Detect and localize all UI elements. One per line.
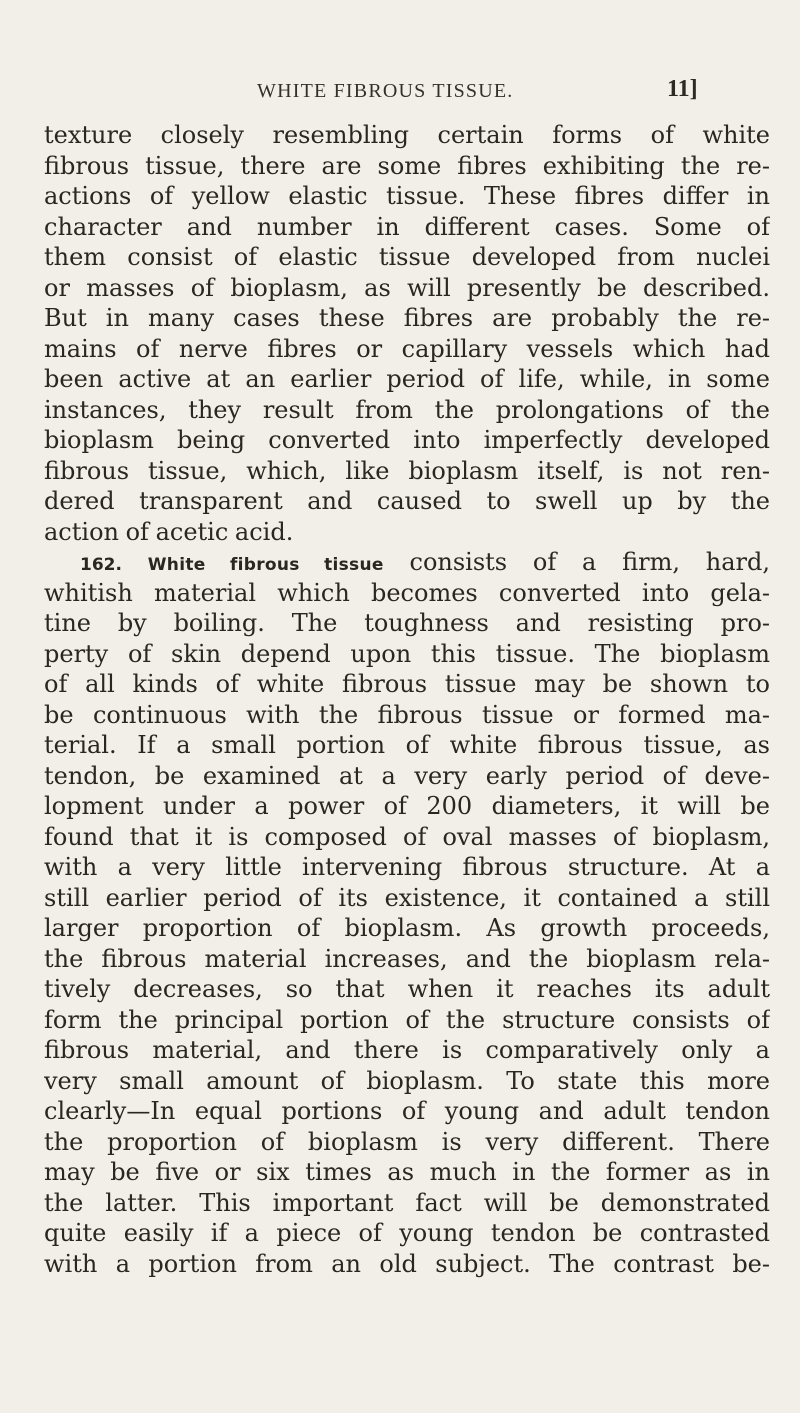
text-line: instances, they result from the prolongations of the xyxy=(44,395,770,424)
section-number: 162. xyxy=(80,555,122,575)
text-line: But in many cases these fibres are probably the re- xyxy=(44,304,770,332)
text-line: of all kinds of white fibrous tissue may be shown to xyxy=(44,670,770,698)
text-line: bioplasm being converted into imperfectly developed xyxy=(44,426,770,454)
page-number: 11] xyxy=(667,76,698,102)
text-line: texture closely resembling certain forms of white xyxy=(44,121,770,149)
text-line: larger proportion of bioplasm. As growth proceeds, xyxy=(44,914,770,942)
text-line: with a portion from an old subject. The contrast be- xyxy=(44,1249,770,1278)
text-line: fibrous tissue, which, like bioplasm itself, is not ren- xyxy=(44,456,770,485)
text-line: whitish material which becomes converted into gela- xyxy=(44,578,770,607)
text-line: lopment under a power of 200 diameters, it will be xyxy=(44,792,770,820)
text-line: the fibrous material increases, and the bioplasm rela- xyxy=(44,944,770,973)
text-line: may be five or six times as much in the former as in xyxy=(44,1158,770,1186)
text-line: tendon, be examined at a very early period of deve- xyxy=(44,761,770,790)
text-line: found that it is composed of oval masses of bioplasm, xyxy=(44,822,770,851)
text-line: clearly—In equal portions of young and adult tendon xyxy=(44,1097,770,1125)
text-line: the latter. This important fact will be demonstrated xyxy=(44,1188,770,1217)
text-line: form the principal portion of the structure consists of xyxy=(44,1005,770,1034)
text-line: fibrous tissue, there are some fibres exhibiting the re- xyxy=(44,151,770,180)
text-line: action of acetic acid. xyxy=(44,517,294,546)
text-line: perty of skin depend upon this tissue. The bioplasm xyxy=(44,639,770,668)
continuation-paragraph xyxy=(44,120,770,547)
text-line: them consist of elastic tissue developed from nuclei xyxy=(44,243,770,271)
text-line: mains of nerve fibres or capillary vessels which had xyxy=(44,334,770,363)
text-line: or masses of bioplasm, as will presently be described. xyxy=(44,273,770,302)
text-line: character and number in different cases. Some of xyxy=(44,212,770,241)
text-line: dered transparent and caused to swell up by the xyxy=(44,487,770,515)
text-line: be continuous with the fibrous tissue or formed ma- xyxy=(44,700,770,729)
text-line: fibrous material, and there is comparatively only a xyxy=(44,1036,770,1064)
text-line: actions of yellow elastic tissue. These fibres differ in xyxy=(44,182,770,210)
text-line: the proportion of bioplasm is very different. There xyxy=(44,1127,770,1156)
section-first-line-text: consists of a firm, hard, xyxy=(409,548,770,576)
text-line: terial. If a small portion of white fibrous tissue, as xyxy=(44,731,770,759)
text-line: quite easily if a piece of young tendon be contrasted xyxy=(44,1219,770,1247)
text-line: with a very little intervening fibrous structure. At a xyxy=(44,853,770,881)
text-line: still earlier period of its existence, it contained a still xyxy=(44,883,770,912)
section-first-line xyxy=(44,547,770,578)
section-heading: White fibrous tissue xyxy=(147,555,384,575)
text-line: been active at an earlier period of life, while, in some xyxy=(44,365,770,393)
body-text xyxy=(44,120,770,1279)
text-line: tively decreases, so that when it reaches its adult xyxy=(44,975,770,1003)
running-head: WHITE FIBROUS TISSUE. xyxy=(257,80,514,102)
section-162-paragraph xyxy=(44,547,770,1279)
text-line: very small amount of bioplasm. To state this more xyxy=(44,1066,770,1095)
text-line: tine by boiling. The toughness and resisting pro- xyxy=(44,609,770,637)
